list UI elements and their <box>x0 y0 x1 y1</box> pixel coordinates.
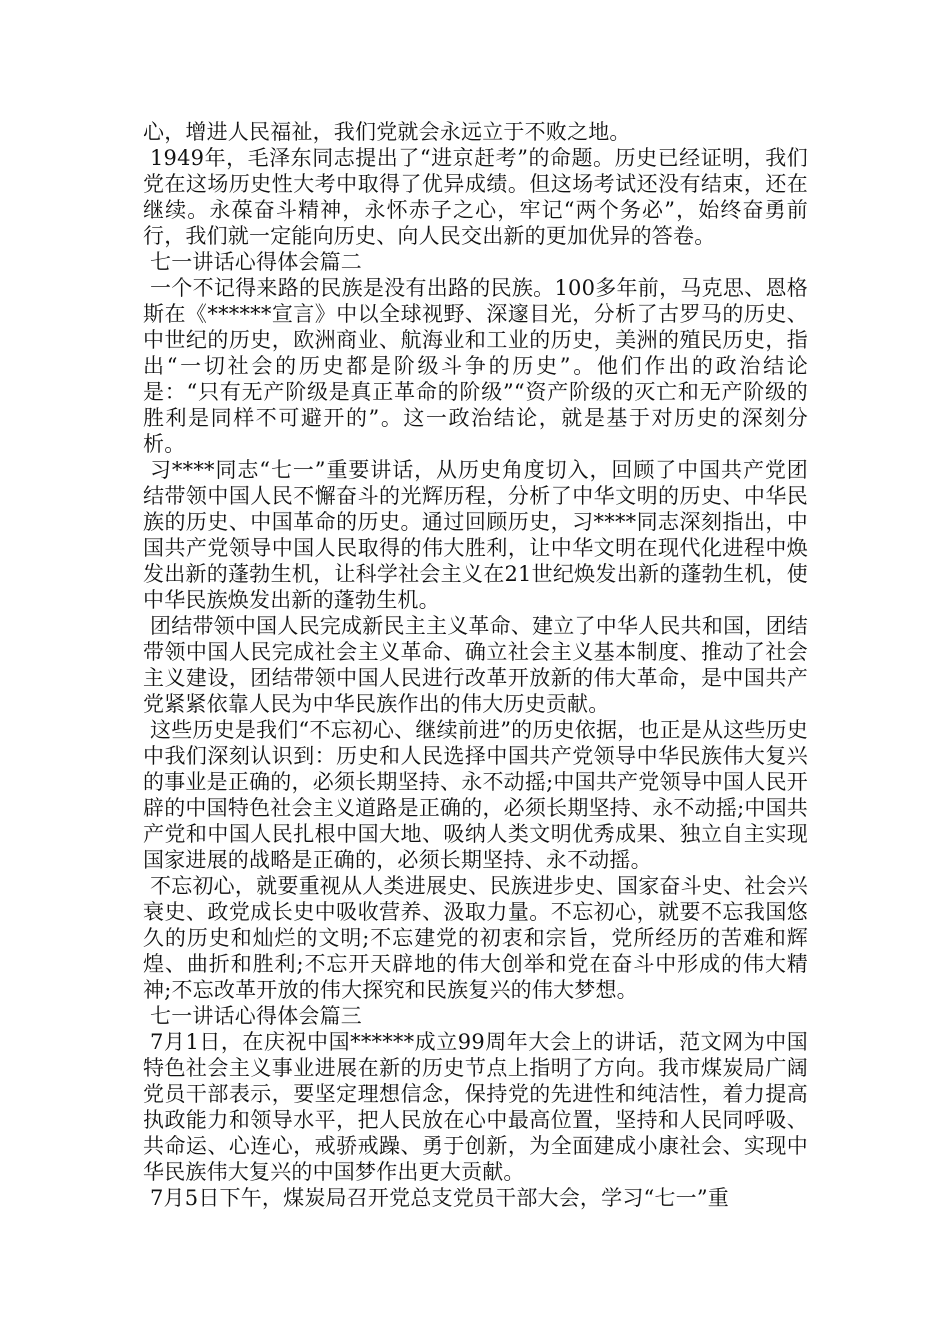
section-heading: 七一讲话心得体会篇二 <box>150 250 362 274</box>
paragraph: 这些历史是我们“不忘初心、继续前进”的历史依据，也正是从这些历史中我们深刻认识到：历史和人民选择中国共产党领导中华民族伟大复兴的事业是正确的，必须长期坚持、永不动摇;中国共产党领导中国人民开辟的中国特色社会主义道路是正确的，必须长期坚持、永不动摇;中国共产党和中国人民扎根中国大地、吸纳人类文明优秀成果、独立自主实现国家进展的战略是正确的，必须长期坚持、永不动摇。 <box>143 718 808 872</box>
section-heading: 七一讲话心得体会篇三 <box>150 1004 362 1028</box>
paragraph: 1949年，毛泽东同志提出了“进京赶考”的命题。历史已经证明，我们党在这场历史性大考中取得了优异成绩。但这场考试还没有结束，还在继续。永葆奋斗精神，永怀赤子之心，牢记“两个务必”，始终奋勇前行，我们就一定能向历史、向人民交出新的更加优异的答卷。 <box>143 146 808 248</box>
paragraph: 一个不记得来路的民族是没有出路的民族。100多年前，马克思、恩格斯在《******宣言》中以全球视野、深邃目光，分析了古罗马的历史、中世纪的历史，欧洲商业、航海业和工业的历史，美洲的殖民历史，指出“一切社会的历史都是阶级斗争的历史”。他们作出的政治结论是：“只有无产阶级是真正革命的阶级”“资产阶级的灭亡和无产阶级的胜利是同样不可避开的”。这一政治结论，就是基于对历史的深刻分析。 <box>143 276 808 456</box>
paragraph: 团结带领中国人民完成新民主主义革命、建立了中华人民共和国，团结带领中国人民完成社会主义革命、确立社会主义基本制度、推动了社会主义建设，团结带领中国人民进行改革开放新的伟大革命，是中国共产党紧紧依靠人民为中华民族作出的伟大历史贡献。 <box>143 614 808 716</box>
paragraph: 7月5日下午，煤炭局召开党总支党员干部大会，学习“七一”重 <box>150 1186 729 1210</box>
paragraph: 不忘初心，就要重视从人类进展史、民族进步史、国家奋斗史、社会兴衰史、政党成长史中吸收营养、汲取力量。不忘初心，就要不忘我国悠久的历史和灿烂的文明;不忘建党的初衷和宗旨，党所经历的苦难和辉煌、曲折和胜利;不忘开天辟地的伟大创举和党在奋斗中形成的伟大精神;不忘改革开放的伟大探究和民族复兴的伟大梦想。 <box>143 874 808 1002</box>
document-page <box>143 119 808 1211</box>
paragraph: 习****同志“七一”重要讲话，从历史角度切入，回顾了中国共产党团结带领中国人民不懈奋斗的光辉历程，分析了中华文明的历史、中华民族的历史、中国革命的历史。通过回顾历史，习****同志深刻指出，中国共产党领导中国人民取得的伟大胜利，让中华文明在现代化进程中焕发出新的蓬勃生机，让科学社会主义在21世纪焕发出新的蓬勃生机，使中华民族焕发出新的蓬勃生机。 <box>143 458 808 612</box>
paragraph: 7月1日，在庆祝中国******成立99周年大会上的讲话，范文网为中国特色社会主义事业进展在新的历史节点上指明了方向。我市煤炭局广阔党员干部表示，要坚定理想信念，保持党的先进性和纯洁性，着力提高执政能力和领导水平，把人民放在心中最高位置，坚持和人民同呼吸、共命运、心连心，戒骄戒躁、勇于创新，为全面建成小康社会、实现中华民族伟大复兴的中国梦作出更大贡献。 <box>143 1030 808 1184</box>
paragraph: 心，增进人民福祉，我们党就会永远立于不败之地。 <box>143 120 631 144</box>
